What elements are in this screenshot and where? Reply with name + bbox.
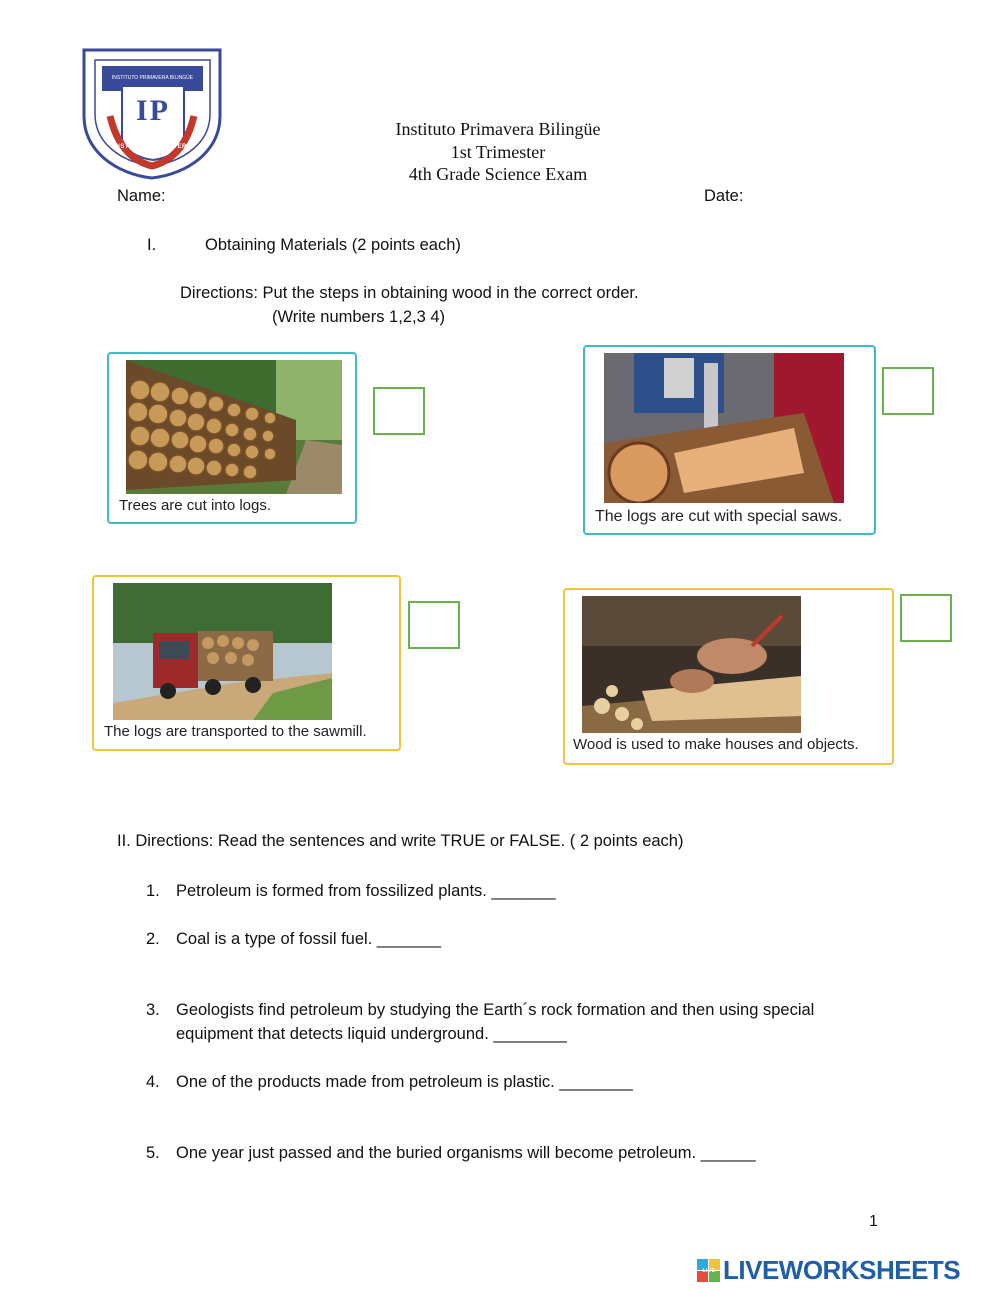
question-text-line2: equipment that detects liquid underground. ________ [176,1025,567,1043]
section1-subdirections: (Write numbers 1,2,3 4) [272,308,446,326]
liveworksheets-logo [697,1255,997,1285]
order-answer-box-logs[interactable] [373,387,425,435]
step-card-objects [563,588,894,765]
question-number: 5. [146,1144,160,1162]
section1-title: Obtaining Materials (2 points each) [205,236,461,254]
carpenter-photo [582,596,801,733]
step-card-transport [92,575,401,751]
logo-letters: IP [136,94,170,127]
order-answer-box-objects[interactable] [900,594,952,642]
step-caption: Wood is used to make houses and objects. [573,736,859,753]
log-truck-photo [113,583,332,720]
date-label: Date: [704,187,744,205]
step-caption: Trees are cut into logs. [119,497,272,514]
answer-blank-3[interactable] [530,1022,610,1046]
order-answer-box-saws[interactable] [882,367,934,415]
question-number: 2. [146,930,160,948]
page-number: 1 [869,1213,878,1230]
step-caption: The logs are cut with special saws. [595,508,843,525]
question-item [146,927,906,951]
name-label: Name: [117,187,166,205]
section1-directions: Directions: Put the steps in obtaining wood in the correct order. [180,284,639,302]
exam-title: 4th Grade Science Exam [408,164,588,184]
sawmill-log-photo [604,353,844,503]
question-number: 1. [146,882,160,900]
answer-blank-2[interactable] [390,927,460,951]
school-name: Instituto Primavera Bilingüe [395,119,601,139]
question-text-line1: Geologists find petroleum by studying the Earth´s rock formation and then using special [176,1001,815,1019]
date-field[interactable] [752,186,952,208]
step-caption: The logs are transported to the sawmill. [104,723,367,740]
question-text: Coal is a type of fossil fuel. _______ [176,930,442,948]
school-logo [80,46,225,181]
answer-blank-1[interactable] [522,879,592,903]
question-item [146,998,906,1046]
term-label: 1st Trimester [450,142,546,162]
answer-blank-4[interactable] [597,1070,677,1094]
question-text: One year just passed and the buried organisms will become petroleum. ______ [176,1144,756,1162]
logo-top-text: INSTITUTO PRIMAVERA BILINGÜE [111,75,194,81]
section1-numeral: I. [147,236,157,254]
order-answer-box-transport[interactable] [408,601,460,649]
answer-blank-5[interactable] [746,1141,806,1165]
question-text: Petroleum is formed from fossilized plants. _______ [176,882,556,900]
name-field[interactable] [175,186,575,208]
brand-name: LIVEWORKSHEETS [723,1255,961,1285]
question-text: One of the products made from petroleum is plastic. ________ [176,1073,633,1091]
brand-badge-text: LIVE [702,1268,716,1274]
question-item [146,1070,906,1094]
brand-badge [697,1259,721,1283]
question-number: 4. [146,1073,160,1091]
question-number: 3. [146,1001,160,1019]
logo-ring-text: INSTITUTO PRIMAVERA [113,144,192,150]
step-card-saws [583,345,876,535]
stacked-logs-photo [126,360,342,494]
step-card-logs [107,352,357,524]
section2-directions: II. Directions: Read the sentences and write TRUE or FALSE. ( 2 points each) [117,832,684,850]
